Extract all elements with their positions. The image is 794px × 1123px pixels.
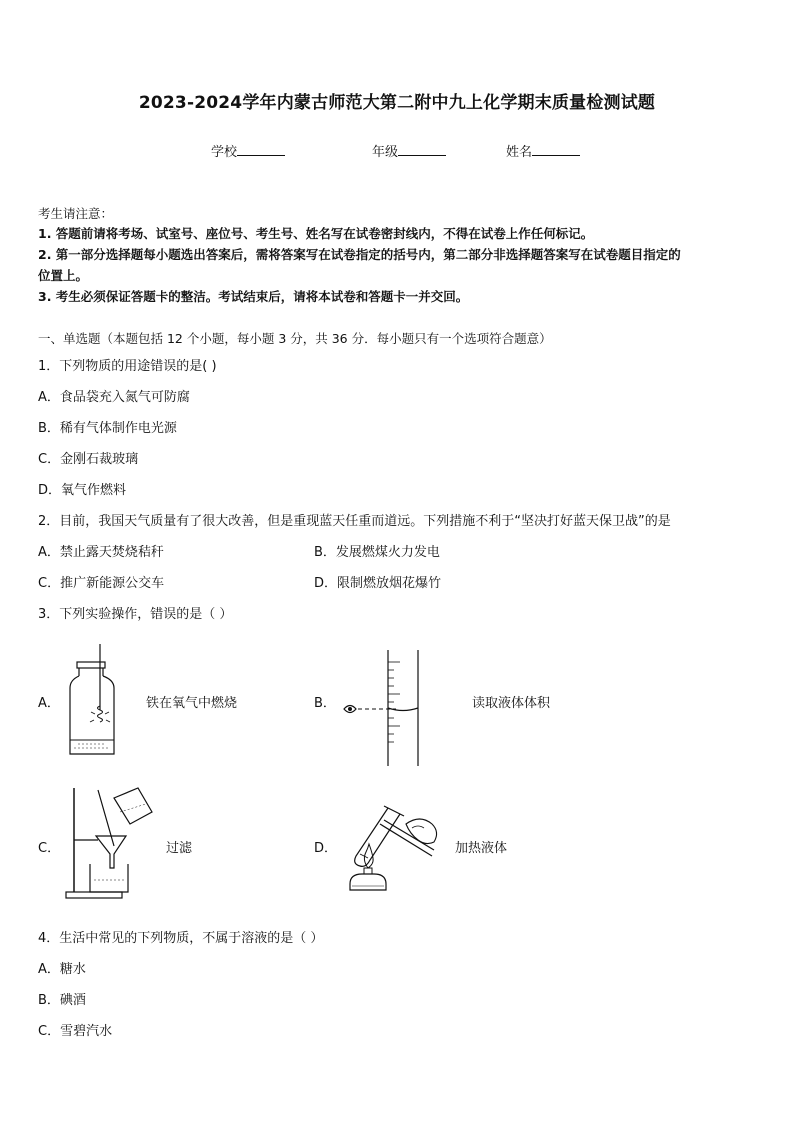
q1-option-d: D．氧气作燃料 xyxy=(38,483,127,498)
q3-option-b-letter: B． xyxy=(314,696,336,711)
filtration-setup-figure xyxy=(64,784,160,900)
heating-test-tube-figure xyxy=(336,794,444,896)
graduated-cylinder-reading-figure xyxy=(338,650,426,766)
notice-item: 3. 考生必须保证答题卡的整洁。考试结束后，请将本试卷和答题卡一并交回。 xyxy=(38,289,469,304)
iron-burning-flask-figure xyxy=(62,644,120,758)
question-4-stem: 4．生活中常见的下列物质，不属于溶液的是（ ） xyxy=(38,931,324,946)
notice-heading: 考生请注意： xyxy=(38,206,114,221)
q2-option-c: C．推广新能源公交车 xyxy=(38,576,165,591)
name-field xyxy=(506,141,580,160)
q3-option-c-caption: 过滤 xyxy=(166,841,193,856)
school-label: 学校 xyxy=(211,145,238,160)
section-heading: 一、单选题（本题包括 12 个小题，每小题 3 分，共 36 分．每小题只有一个选项符合题意） xyxy=(38,331,552,346)
page-title: 2023-2024学年内蒙古师范大第二附中九上化学期末质量检测试题 xyxy=(138,93,656,113)
q3-option-a-letter: A． xyxy=(38,696,60,711)
school-blank xyxy=(237,142,285,156)
question-3-stem: 3．下列实验操作，错误的是（ ） xyxy=(38,607,233,622)
school-field xyxy=(211,141,285,160)
q1-option-c: C．金刚石裁玻璃 xyxy=(38,452,139,467)
q4-option-c: C．雪碧汽水 xyxy=(38,1024,113,1039)
q3-option-c-letter: C． xyxy=(38,841,61,856)
name-blank xyxy=(532,142,580,156)
q2-option-d: D．限制燃放烟花爆竹 xyxy=(314,576,442,591)
notice-item: 1. 答题前请将考场、试室号、座位号、考生号、姓名写在试卷密封线内，不得在试卷上作任何标记。 xyxy=(38,226,594,241)
notice-item: 2. 第一部分选择题每小题选出答案后，需将答案写在试卷指定的括号内，第二部分非选择题答案写在试卷题目指定的 xyxy=(38,247,681,262)
grade-blank xyxy=(398,142,446,156)
q1-option-a: A．食品袋充入氮气可防腐 xyxy=(38,390,190,405)
question-2-stem: 2．目前，我国天气质量有了很大改善，但是重现蓝天任重而道远。下列措施不利于“坚决打好蓝天保卫战”的是 xyxy=(38,514,671,529)
q4-option-b: B．碘酒 xyxy=(38,993,86,1008)
q3-option-d-letter: D． xyxy=(314,841,338,856)
grade-field xyxy=(372,141,446,160)
q2-option-b: B．发展燃煤火力发电 xyxy=(314,545,440,560)
q4-option-a: A．糖水 xyxy=(38,962,86,977)
grade-label: 年级 xyxy=(372,145,399,160)
q3-option-d-caption: 加热液体 xyxy=(455,841,508,856)
notice-item: 位置上。 xyxy=(38,268,89,283)
name-label: 姓名 xyxy=(506,145,533,160)
q3-option-a-caption: 铁在氧气中燃烧 xyxy=(146,696,238,711)
q3-option-b-caption: 读取液体体积 xyxy=(472,696,551,711)
q1-option-b: B．稀有气体制作电光源 xyxy=(38,421,177,436)
question-1-stem: 1．下列物质的用途错误的是( ) xyxy=(38,359,217,374)
q2-option-a: A．禁止露天焚烧秸秆 xyxy=(38,545,164,560)
